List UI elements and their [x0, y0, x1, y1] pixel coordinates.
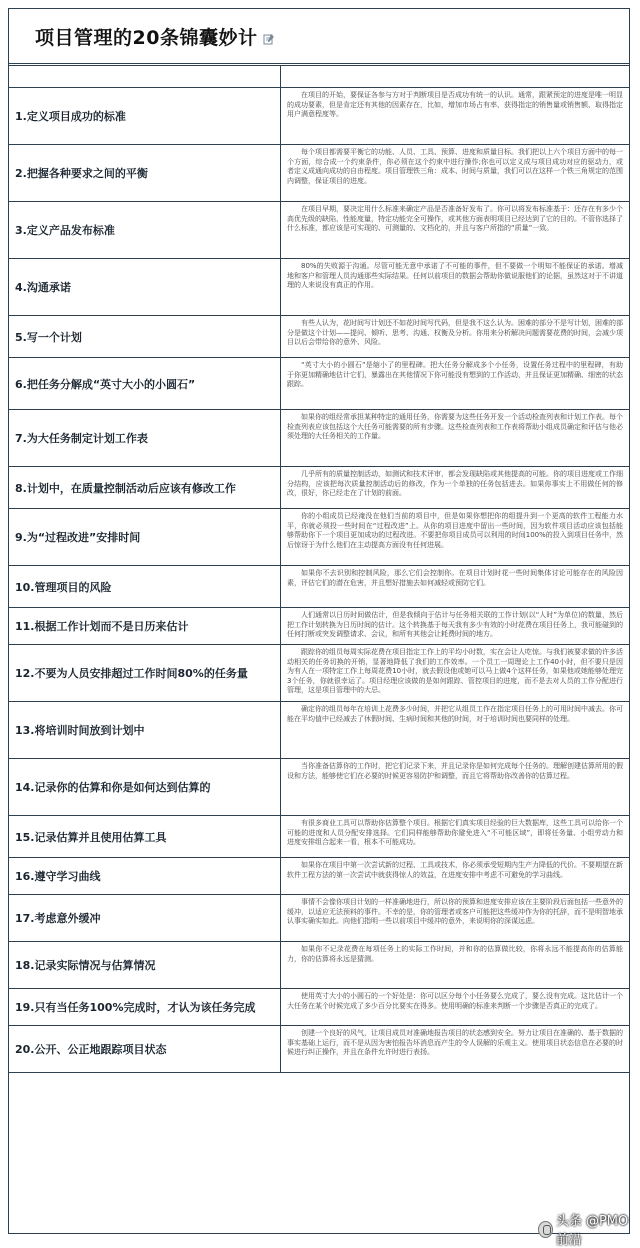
table-row-description-cell	[281, 467, 629, 509]
table-row-description-cell	[281, 202, 629, 259]
tip-title: 13.将培训时间放到计划中	[15, 724, 145, 737]
tip-description: 在项目早期，要决定用什么标准来确定产品是否准备好发布了。你可以将发布标准基于：还存在有多少个高优先级的缺陷，性能度量，特定功能完全可操作，或其他方面表明项目已经达到了它的目的。不管你选择了什么标准，都应该是可实现的、可测量的、文档化的，并且与客户所指的“质量”一致。	[287, 205, 623, 233]
tip-title: 4.沟通承诺	[15, 281, 71, 294]
tip-title: 6.把任务分解成“英寸大小的小圆石”	[15, 377, 196, 391]
table-row-description-cell	[281, 259, 629, 316]
table-row-description-cell	[281, 608, 629, 645]
table-row-label-cell	[9, 702, 281, 759]
tip-description: 跟踪你的组员每周实际花费在项目指定工作上的平均小时数，实在会让人吃惊。与我们被要求做的许多活动相关的任务切换的开销，显著地降低了我们的工作效率。一个员工一周理论上工作40小时，但不要只是因为有人在一项特定工作上每周花费10小时，就去假设他或她可以马上做4个这样任务，如果他或她能够处理完3个任务，你就很幸运了。项目经理应该做的是如何跟踪、管控项目的进度，而不是去对人员的工作分配进行管理，这是项目管理中的大忌。	[287, 648, 623, 695]
tip-description: 几乎所有的质量控制活动，如测试和技术评审，都会发现缺陷或其他提高的可能。你的项目进度或工作细分结构，应该把每次质量控制活动后的修改，作为一个单独的任务包括进去。如果你事实上不用做任何的修改，很好，你已经走在了计划的前面。	[287, 470, 623, 498]
table-row-label-cell	[9, 566, 281, 608]
table-row-description-cell	[281, 1026, 629, 1073]
tip-title: 15.记录估算并且使用估算工具	[15, 830, 167, 844]
tip-title: 2.把握各种要求之间的平衡	[15, 167, 148, 180]
table-row-label-cell	[9, 759, 281, 816]
tip-title: 3.定义产品发布标准	[15, 224, 115, 237]
table-row-label-cell	[9, 467, 281, 509]
tip-description: 80%的失败源于沟通。尽管可能无意中承诺了不可能的事件，但不要做一个明知不能保证的承诺。增减地和客户和管理人员沟通那些实际结果。任何以前项目的数据会帮助你做说服他们的论据，虽然这对于不讲道理的人来说没有真正的作用。	[287, 262, 623, 290]
table-row-description-cell	[281, 989, 629, 1026]
tip-title: 20.公开、公正地跟踪项目状态	[15, 1043, 167, 1056]
table-row-description-cell	[281, 358, 629, 410]
table-row-label-cell	[9, 410, 281, 467]
tip-title: 17.考虑意外缓冲	[15, 912, 101, 925]
table-row-label-cell	[9, 858, 281, 895]
table-row-description-cell	[281, 816, 629, 858]
table-row-label-cell	[9, 1026, 281, 1073]
tip-description: 有些人认为，花时间写计划还不如花时间写代码，但是我不这么认为。困难的部分不是写计划，困难的部分是做这个计划——提问、倾听、思考、沟通、权衡及分析。你用来分析解决问题需要花费的时间，会减少项目以后会带给你的意外、风险。	[287, 319, 623, 347]
watermark-text: 头条 @PMO前沿	[555, 1214, 629, 1248]
tip-description: 创建一个良好的风气，让项目成员对准确地报告项目的状态感到安全。努力让项目在准确的、基于数据的事实基础上运行，而不是从因为害怕报告坏消息而产生的令人误解的乐观主义。使用项目状态信息在必要的时候进行纠正操作，并且在条件允许时进行表扬。	[287, 1029, 623, 1057]
tip-description: 当你准备估算你的工作时，把它们记录下来，并且记录你是如何完成每个任务的。理解创建估算所用的假设和方法，能够使它们在必要的时候更容易防护和调整，而且它将帮助你改善你的估算过程。	[287, 762, 623, 780]
tip-title: 18.记录实际情况与估算情况	[15, 959, 156, 972]
table-row-label-cell	[9, 816, 281, 858]
tip-description: 你的小组成员已经淹没在他们当前的项目中，但是如果你想把你的组提升到一个更高的软件工程能力水平，你就必须投一些时间在“过程改进”上。从你的项目进度中留出一些时间，因为软件项目活动应该包括能够帮助你下一个项目更加成功的过程改进。不要把你项目成员可以利用的时间100%的投入到项目任务中，然后惊讶于为什么他们在主动提高方面没有任何进展。	[287, 512, 623, 549]
page-title: 项目管理的20条锦囊妙计	[35, 26, 258, 49]
tip-description: 人们通常以日历时间做估计，但是我倾向于估计与任务相关联的工作计划(以“人时”为单位)的数量，然后把工作计划转换为日历时间的估计。这个转换基于每天我有多少有效的小时花费在项目任务上，我可能碰到的任何打断或突发调整请求、会议，和所有其他会让耗费时间的地方。	[287, 611, 623, 639]
table-row-label-cell	[9, 645, 281, 702]
title-bar	[9, 9, 629, 66]
tip-description: 有很多商业工具可以帮助你估算整个项目。根据它们真实项目经验的巨大数据库，这些工具可以给你一个可能的进度和人员分配安排选择。它们同样能够帮助你避免进入“不可能区域”，即将任务量、小组劳动力和进度安排组合起来一看，根本不可能成功。	[287, 819, 623, 847]
tip-description: 如果你不记录花费在每项任务上的实际工作时间，并和你的估算做比较，你将永远不能提高你的估算能力，你的估算将永远是猜测。	[287, 945, 623, 963]
tip-title: 10.管理项目的风险	[15, 580, 112, 594]
table-row-description-cell	[281, 759, 629, 816]
tip-title: 16.遵守学习曲线	[15, 870, 101, 883]
table-row-description-cell	[281, 858, 629, 895]
edit-icon[interactable]	[263, 30, 275, 42]
document-frame	[8, 8, 630, 1234]
table-row-label-cell	[9, 202, 281, 259]
tip-description: 在项目的开始，要保证各参与方对于判断项目是否成功有统一的认识。通常，跟紧预定的进度是唯一明显的成功要素，但是肯定还有其他的因素存在，比如，增加市场占有率、获得指定的销售量或销售额、取得指定用户满意程度等。	[287, 91, 623, 119]
tip-title: 14.记录你的估算和你是如何达到估算的	[15, 781, 211, 794]
tip-title: 8.计划中，在质量控制活动后应该有修改工作	[15, 481, 236, 495]
tip-description: 事情不会像你项目计划的一样准确地进行，所以你的预算和进度安排应该在主要阶段后面包括一些意外的缓冲，以适应无法预料的事件。不幸的是，你的管理者或客户可能把这些缓冲作为你的托辞，而不是明智地承认事实确实如此。向他们指明一些以前项目中缓冲的意外，来说明你的深谋远虑。	[287, 898, 623, 926]
table-row-description-cell	[281, 566, 629, 608]
tip-description: 如果你在项目中第一次尝试新的过程、工具或技术，你必须承受短期内生产力降低的代价。不要期望在新软件工程方法的第一次尝试中就获得惊人的效益，在进度安排中考虑不可避免的学习曲线。	[287, 861, 623, 879]
tip-description: 如果你的组经常承担某种特定的通用任务，你需要为这些任务开发一个活动检查列表和计划工作表。每个检查列表应该包括这个大任务可能需要的所有步骤。这些检查列表和工作表将帮助小组成员确定和评估与他必须处理的大任务相关的工作量。	[287, 413, 623, 441]
watermark-logo-icon	[538, 1221, 553, 1238]
tip-title: 19.只有当任务100%完成时，才认为该任务完成	[15, 1001, 256, 1014]
table-row-description-cell	[281, 88, 629, 145]
tip-title: 1.定义项目成功的标准	[15, 110, 126, 123]
table-row-description-cell	[281, 895, 629, 942]
table-row-description-cell	[281, 410, 629, 467]
table-row-label-cell	[9, 608, 281, 645]
table-row-description-cell	[281, 145, 629, 202]
table-row-label-cell	[9, 145, 281, 202]
tip-title: 5.写一个计划	[15, 330, 82, 344]
table-row-label-cell	[9, 942, 281, 989]
table-row-description-cell	[281, 942, 629, 989]
watermark	[538, 1210, 640, 1248]
tip-description: 使用英寸大小的小圆石的一个好处是：你可以区分每个小任务要么完成了，要么没有完成。这比估计一个大任务在某个时候完成了多少百分比要实在得多。使用明确的标准来判断一个步骤是否真正的完成了。	[287, 992, 623, 1010]
table-row-description-cell	[281, 509, 629, 566]
tip-title: 12.不要为人员安排超过工作时间80%的任务量	[15, 667, 248, 680]
table-row-description-cell	[281, 316, 629, 358]
table-row-label-cell	[9, 509, 281, 566]
tip-title: 9.为“过程改进”安排时间	[15, 531, 141, 544]
table-row-label-cell	[9, 895, 281, 942]
table-row-label-cell	[9, 88, 281, 145]
tip-description: 如果你不去识别和控制风险，那么它们会控制你。在项目计划时花一些时间集体讨论可能存在的风险因素，评估它们的潜在危害，并且想好措施去如何减轻或预防它们。	[287, 569, 623, 587]
table-row-description-cell	[281, 702, 629, 759]
tips-table	[9, 66, 629, 1233]
table-row-label-cell	[9, 358, 281, 410]
tip-description: 确定你的组员每年在培训上花费多少时间，并把它从组员工作在指定项目任务上的可用时间中减去。你可能在平均值中已经减去了休假时间、生病时间和其他的时间，对于培训时间也要同样的处理。	[287, 705, 623, 723]
table-row-label-cell	[9, 259, 281, 316]
tip-title: 11.根据工作计划而不是日历来估计	[15, 620, 189, 633]
tip-title: 7.为大任务制定计划工作表	[15, 432, 148, 445]
table-row-description-cell	[281, 645, 629, 702]
table-header-left	[9, 66, 281, 88]
table-header-right	[281, 66, 629, 88]
tip-description: “英寸大小的小圆石”是缩小了的里程碑。把大任务分解成多个小任务，设置任务过程中的里程碑，有助于你更加精确地估计它们，暴露出在其他情况下你可能没有想到的工作活动，并且保证更加精确、细密的状态跟踪。	[287, 361, 623, 389]
tip-description: 每个项目都需要平衡它的功能、人员、工具、预算、进度和质量目标。我们把以上六个项目方面中的每一个方面，综合成一个约束条件，你必须在这个约束中进行操作;你也可以定义成与项目成功对应的驱动力，或者定义成通向成功的自由程度。项目管理铁三角：成本、时间与质量，我们可以在这样一个铁三角规定的范围内调整，保证项目的进度。	[287, 148, 623, 185]
table-row-label-cell	[9, 989, 281, 1026]
table-row-label-cell	[9, 316, 281, 358]
